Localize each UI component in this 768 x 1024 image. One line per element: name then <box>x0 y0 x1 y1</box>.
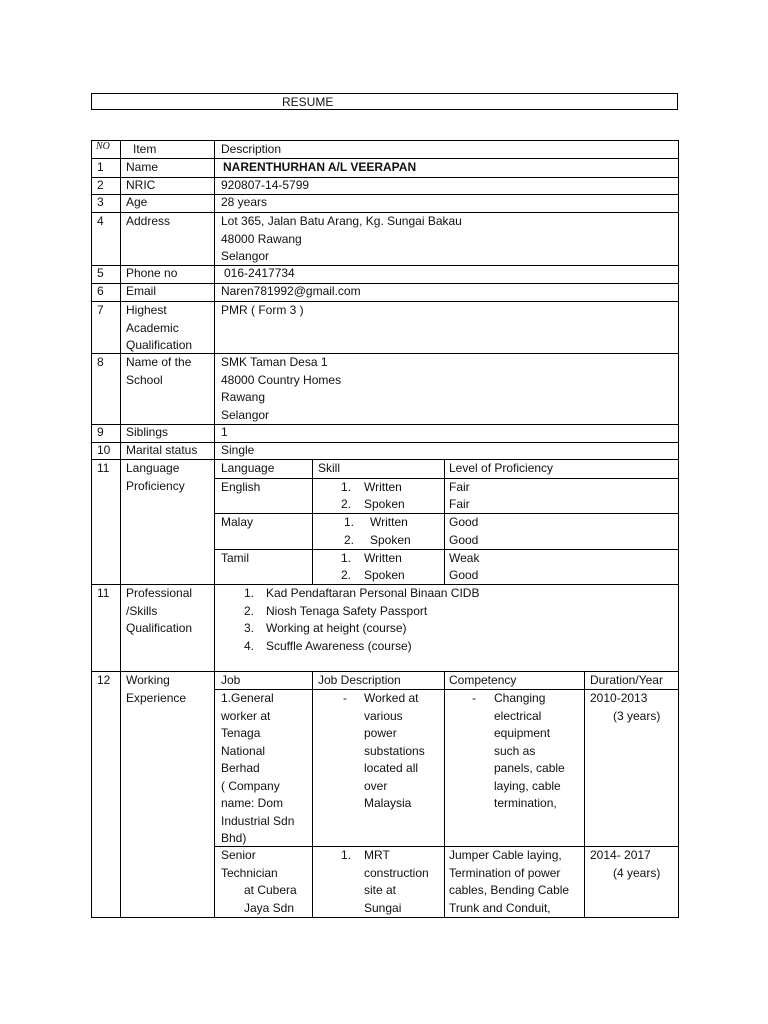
row-number: 11 <box>97 461 110 475</box>
competency-line: cables, Bending Cable <box>449 883 570 897</box>
skill-name: Written <box>364 551 402 565</box>
description-line: Worked at <box>364 691 419 705</box>
competency-line: termination, <box>494 796 557 810</box>
description-line: construction <box>364 865 429 880</box>
row-number: 2 <box>97 178 104 192</box>
job-line: Technician <box>221 865 278 880</box>
row-number: 9 <box>97 425 104 439</box>
job-line: name: Dom <box>221 796 284 810</box>
item-label: Marital status <box>126 443 198 457</box>
professional-number: 3. <box>244 621 255 635</box>
item-label: Experience <box>126 690 187 705</box>
competency-line: Termination of power <box>449 865 561 880</box>
job-line: Bhd) <box>221 831 247 845</box>
row-number: 8 <box>97 355 104 369</box>
item-label: Name of the <box>126 355 192 369</box>
address-line: Lot 365, Jalan Batu Arang, Kg. Sungai Bakau <box>221 214 462 228</box>
competency-line: Trunk and Conduit, <box>449 900 551 915</box>
header-description: Description <box>221 142 282 156</box>
item-label: Working <box>126 673 170 687</box>
item-label: NRIC <box>126 178 156 192</box>
duration-header: Duration/Year <box>590 673 663 687</box>
level-header: Level of Proficiency <box>449 461 554 475</box>
professional-item: Kad Pendaftaran Personal Binaan CIDB <box>266 586 480 600</box>
job-line: ( Company <box>221 778 280 793</box>
language-name: Tamil <box>221 551 250 565</box>
job-line: worker at <box>221 708 271 723</box>
school-line: 48000 Country Homes <box>221 372 342 387</box>
description-line: Malaysia <box>364 796 412 810</box>
email-value: Naren781992@gmail.com <box>221 284 361 298</box>
item-label: /Skills <box>126 603 158 618</box>
item-label: Phone no <box>126 266 178 280</box>
description-line: substations <box>364 743 425 758</box>
description-line: located all <box>364 761 419 775</box>
phone-value: 016-2417734 <box>224 266 295 280</box>
item-label: Qualification <box>126 621 193 635</box>
skill-number: 2. <box>344 533 355 547</box>
job-header: Job <box>221 673 241 687</box>
row-number: 7 <box>97 303 104 317</box>
name-value: NARENTHURHAN A/L VEERAPAN <box>223 160 417 174</box>
skill-number: 1. <box>341 551 352 565</box>
competency-marker: - <box>472 691 476 705</box>
skill-name: Spoken <box>364 568 405 582</box>
resume-title-box <box>91 93 678 110</box>
resume-title: RESUME <box>282 95 334 109</box>
item-label: Qualification <box>126 338 193 352</box>
description-line: site at <box>364 883 397 897</box>
skill-name: Spoken <box>364 497 405 511</box>
duration-line: (3 years) <box>613 708 661 723</box>
professional-number: 2. <box>244 603 255 618</box>
nric-value: 920807-14-5799 <box>221 178 310 192</box>
competency-line: electrical <box>494 708 542 723</box>
row-number: 1 <box>97 160 104 174</box>
job-line: National <box>221 743 266 758</box>
description-marker: 1. <box>341 848 352 862</box>
item-label: Age <box>126 195 148 209</box>
address-line: Selangor <box>221 249 270 263</box>
siblings-value: 1 <box>221 425 228 439</box>
address-line: 48000 Rawang <box>221 231 302 246</box>
qualification-value: PMR ( Form 3 ) <box>221 303 304 317</box>
skill-number: 1. <box>344 515 355 529</box>
item-label: Name <box>126 160 159 174</box>
header-item: Item <box>133 142 157 156</box>
item-label: School <box>126 372 163 387</box>
job-line: Senior <box>221 848 256 862</box>
language-header: Language <box>221 461 275 475</box>
competency-line: Changing <box>494 691 546 705</box>
job-line: Industrial Sdn <box>221 813 295 828</box>
duration-line: 2014- 2017 <box>590 848 651 862</box>
header-no: NO <box>96 141 110 152</box>
language-name: Malay <box>221 515 254 529</box>
job-line: Jaya Sdn <box>244 900 295 915</box>
proficiency-level: Fair <box>449 480 470 494</box>
item-label: Academic <box>126 320 179 335</box>
description-line: over <box>364 778 388 793</box>
professional-number: 4. <box>244 638 255 653</box>
row-number: 11 <box>97 586 110 600</box>
row-number: 6 <box>97 284 104 298</box>
professional-number: 1. <box>244 586 255 600</box>
proficiency-level: Good <box>449 515 479 529</box>
school-line: Selangor <box>221 407 270 422</box>
proficiency-level: Fair <box>449 497 470 511</box>
job-line: at Cubera <box>244 883 297 897</box>
item-label: Siblings <box>126 425 169 439</box>
competency-line: equipment <box>494 726 551 740</box>
item-label: Language <box>126 461 180 475</box>
proficiency-level: Good <box>449 568 479 582</box>
description-line: MRT <box>364 848 390 862</box>
row-number: 4 <box>97 214 104 228</box>
professional-item: Niosh Tenaga Safety Passport <box>266 603 428 618</box>
competency-line: panels, cable <box>494 761 565 775</box>
skill-number: 2. <box>341 568 352 582</box>
skill-header: Skill <box>318 461 341 475</box>
row-number: 5 <box>97 266 104 280</box>
job-line: 1.General <box>221 691 274 705</box>
job-line: Berhad <box>221 761 260 775</box>
item-label: Highest <box>126 303 167 317</box>
professional-item: Working at height (course) <box>266 621 407 635</box>
item-label: Email <box>126 284 157 298</box>
row-number: 3 <box>97 195 104 209</box>
skill-name: Written <box>370 515 408 529</box>
item-label: Professional <box>126 586 193 600</box>
skill-number: 2. <box>341 497 352 511</box>
language-name: English <box>221 480 261 494</box>
age-value: 28 years <box>221 195 268 209</box>
description-marker: - <box>343 691 347 705</box>
competency-header: Competency <box>449 673 517 687</box>
proficiency-level: Good <box>449 533 479 547</box>
professional-item: Scuffle Awareness (course) <box>266 638 412 653</box>
competency-line: Jumper Cable laying, <box>449 848 562 862</box>
competency-line: laying, cable <box>494 778 561 793</box>
description-line: Sungai <box>364 900 402 915</box>
school-line: Rawang <box>221 390 266 404</box>
skill-name: Written <box>364 480 402 494</box>
description-line: power <box>364 726 397 740</box>
proficiency-level: Weak <box>449 551 480 565</box>
job-description-header: Job Description <box>318 673 401 687</box>
row-number: 12 <box>97 673 111 687</box>
duration-line: (4 years) <box>613 865 661 880</box>
marital-value: Single <box>221 443 255 457</box>
competency-line: such as <box>494 743 536 758</box>
skill-number: 1. <box>341 480 352 494</box>
job-line: Tenaga <box>221 726 261 740</box>
description-line: various <box>364 708 403 723</box>
school-line: SMK Taman Desa 1 <box>221 355 328 369</box>
duration-line: 2010-2013 <box>590 691 648 705</box>
item-label: Proficiency <box>126 478 185 493</box>
skill-name: Spoken <box>370 533 411 547</box>
row-number: 10 <box>97 443 111 457</box>
item-label: Address <box>126 214 171 228</box>
